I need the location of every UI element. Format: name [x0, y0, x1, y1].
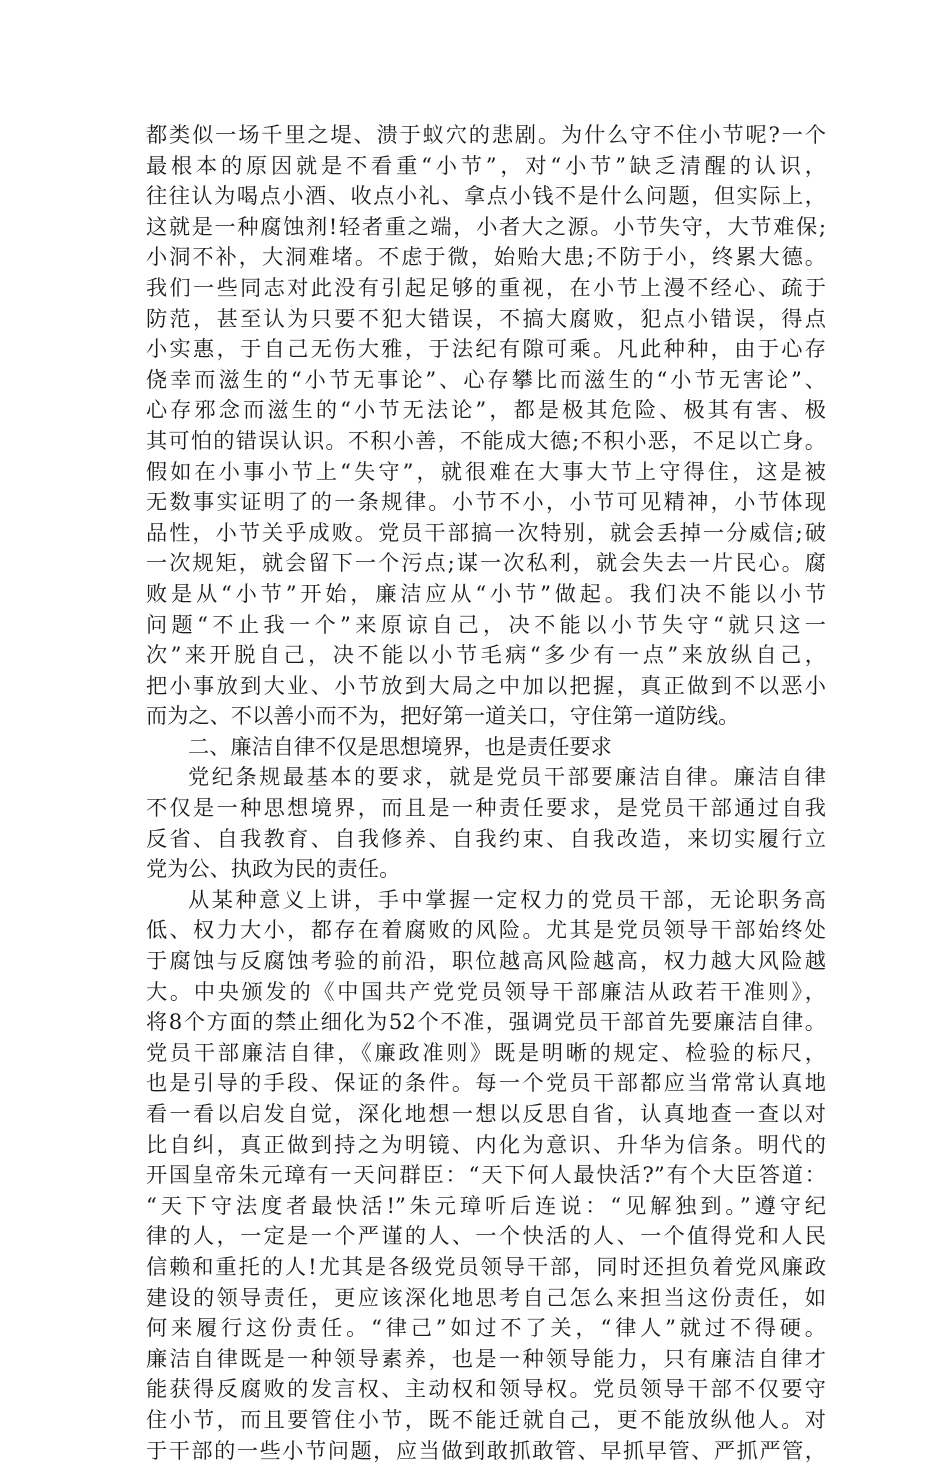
text-line: 信赖和重托的人!尤其是各级党员领导干部，同时还担负着党风廉政: [146, 1253, 826, 1279]
text-line: “天下守法度者最快活!”朱元璋听后连说：“见解独到。”遵守纪: [146, 1192, 826, 1218]
text-line: 何来履行这份责任。“律己”如过不了关，“律人”就过不得硬。: [146, 1315, 826, 1341]
text-line: 其可怕的错误认识。不积小善，不能成大德;不积小恶，不足以亡身。: [146, 427, 826, 453]
text-line: 都类似一场千里之堤、溃于蚁穴的悲剧。为什么守不住小节呢?一个: [146, 122, 826, 147]
text-line: 于干部的一些小节问题，应当做到敢抓敢管、早抓早管、严抓严管，: [146, 1437, 826, 1463]
text-line: 品性，小节关乎成败。党员干部搞一次特别，就会丢掉一分威信;破: [146, 519, 826, 545]
text-line: 次”来开脱自己，决不能以小节毛病“多少有一点”来放纵自己，: [146, 642, 826, 668]
text-line: 往往认为喝点小酒、收点小礼、拿点小钱不是什么问题，但实际上，: [146, 183, 826, 209]
text-line: 看一看以启发自觉，深化地想一想以反思自省，认真地查一查以对: [146, 1101, 826, 1126]
text-line: 无数事实证明了的一条规律。小节不小，小节可见精神，小节体现: [146, 489, 826, 515]
text-line: 住小节，而且要管住小节，既不能迁就自己，更不能放纵他人。对: [146, 1406, 826, 1432]
text-line: 大。中央颁发的《中国共产党党员领导干部廉洁从政若干准则》，: [146, 978, 826, 1004]
text-line: 我们一些同志对此没有引起足够的重视，在小节上漫不经心、疏于: [146, 274, 826, 300]
text-line: 把小事放到大业、小节放到大局之中加以把握，真正做到不以恶小: [146, 672, 826, 698]
text-line: 党为公、执政为民的责任。: [146, 856, 401, 882]
text-line: 一次规矩，就会留下一个污点;谋一次私利，就会失去一片民心。腐: [146, 550, 826, 576]
text-line: 廉洁自律既是一种领导素养，也是一种领导能力，只有廉洁自律才: [146, 1345, 826, 1371]
text-line: 反省、自我教育、自我修养、自我约束、自我改造，来切实履行立: [146, 825, 826, 851]
text-line: 开国皇帝朱元璋有一天问群臣：“天下何人最快活?”有个大臣答道：: [146, 1162, 826, 1188]
text-line: 这就是一种腐蚀剂!轻者重之端，小者大之源。小节失守，大节难保;: [146, 213, 826, 239]
text-line: 问题“不止我一个”来原谅自己，决不能以小节失守“就只这一: [146, 611, 826, 637]
text-line: 也是引导的手段、保证的条件。每一个党员干部都应当常常认真地: [146, 1070, 826, 1096]
text-line: 侥幸而滋生的“小节无事论”、心存攀比而滋生的“小节无害论”、: [146, 366, 826, 392]
text-line: 从某种意义上讲，手中掌握一定权力的党员干部，无论职务高: [188, 886, 826, 912]
text-line: 建设的领导责任，更应该深化地思考自己怎么来担当这份责任，如: [146, 1284, 826, 1310]
text-line: 党员干部廉洁自律，《廉政准则》既是明晰的规定、检验的标尺，: [146, 1039, 826, 1065]
text-line: 能获得反腐败的发言权、主动权和领导权。党员领导干部不仅要守: [146, 1376, 826, 1402]
text-line: 党纪条规最基本的要求，就是党员干部要廉洁自律。廉洁自律: [188, 764, 826, 790]
text-line: 假如在小事小节上“失守”，就很难在大事大节上守得住，这是被: [146, 458, 826, 484]
text-line: 比自纠，真正做到持之为明镜、内化为意识、升华为信条。明代的: [146, 1131, 826, 1157]
text-line: 而为之、不以善小而不为，把好第一道关口，守住第一道防线。: [146, 703, 740, 729]
text-line: 不仅是一种思想境界，而且是一种责任要求，是党员干部通过自我: [146, 795, 826, 821]
text-line: 小实惠，于自己无伤大雅，于法纪有隙可乘。凡此种种，由于心存: [146, 336, 826, 362]
text-line: 小洞不补，大洞难堵。不虑于微，始贻大患;不防于小，终累大德。: [146, 244, 826, 270]
text-line: 心存邪念而滋生的“小节无法论”，都是极其危险、极其有害、极: [146, 397, 826, 423]
body-text: [146, 120, 826, 1466]
text-line: 防范，甚至认为只要不犯大错误，不搞大腐败，犯点小错误，得点: [146, 305, 826, 331]
text-line: 败是从“小节”开始，廉洁应从“小节”做起。我们决不能以小节: [146, 580, 826, 606]
text-line: 于腐蚀与反腐蚀考验的前沿，职位越高风险越高，权力越大风险越: [146, 948, 826, 974]
text-line: 将8个方面的禁止细化为52个不准，强调党员干部首先要廉洁自律。: [146, 1009, 826, 1035]
text-line: 低、权力大小，都存在着腐败的风险。尤其是党员领导干部始终处: [146, 917, 826, 943]
text-line: 最根本的原因就是不看重“小节”，对“小节”缺乏清醒的认识，: [146, 152, 826, 178]
text-line: 律的人，一定是一个严谨的人、一个快活的人、一个值得党和人民: [146, 1223, 826, 1249]
section-heading: 二、廉洁自律不仅是思想境界，也是责任要求: [188, 733, 612, 759]
